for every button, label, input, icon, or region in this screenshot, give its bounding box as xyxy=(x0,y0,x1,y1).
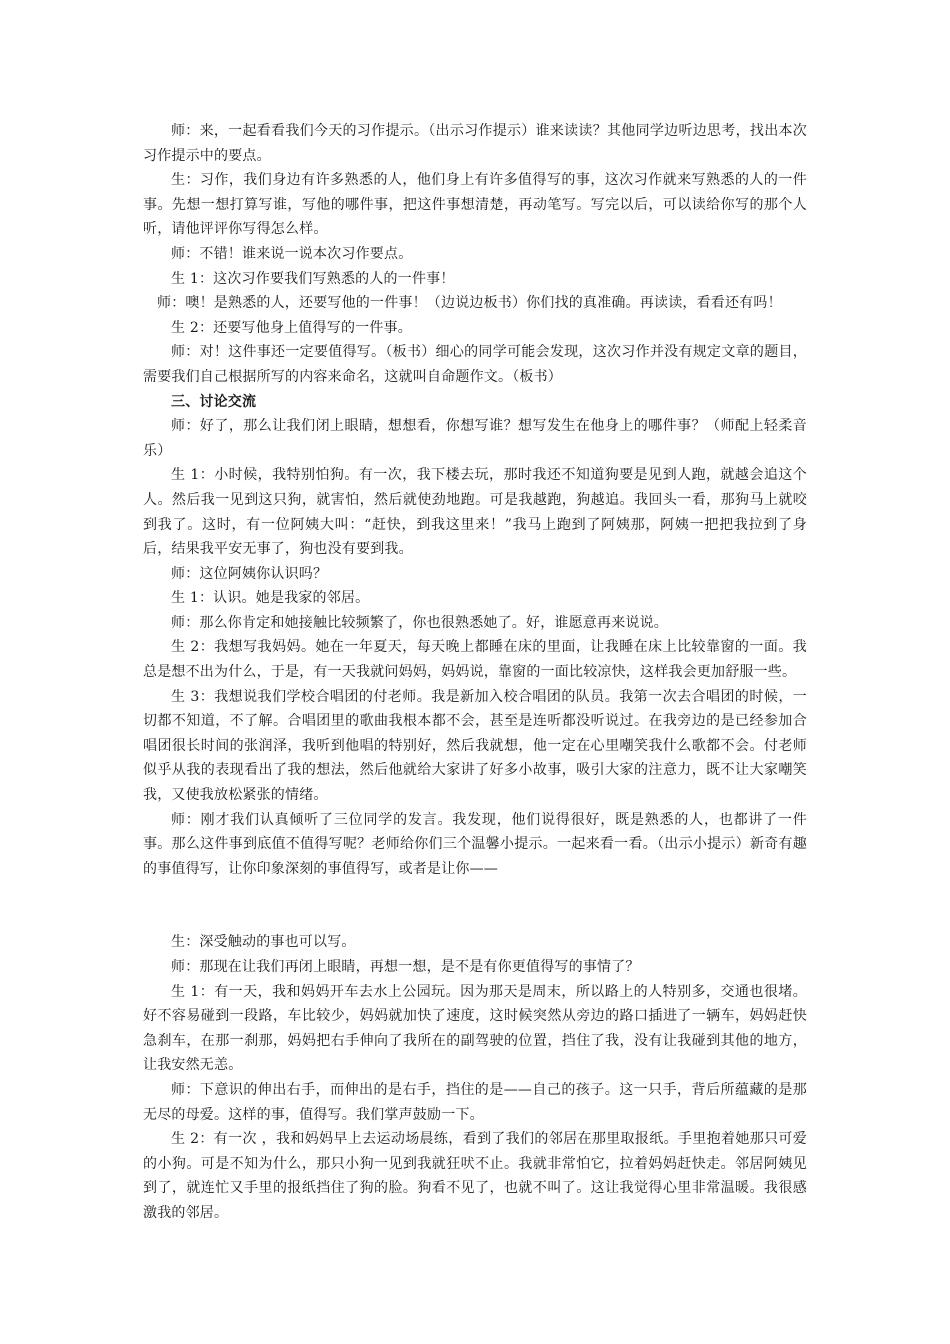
paragraph: 师：噢！是熟悉的人，还要写他的一件事！（边说边板书）你们找的真准确。再读读，看看还有吗！ xyxy=(157,295,782,312)
paragraph: 生 2：有一次 ，我和妈妈早上去运动场晨练，看到了我们的邻居在那里取报纸。手里抱着她那只可爱的小狗。可是不知为什么，那只小狗一见到我就狂吠不止。我就非常怕它，拉着妈妈赶快走。邻居阿姨见到了，就连忙又手里的报纸挡住了狗的脸。狗看不见了，也就不叫了。这让我觉得心里非常温暖。我很感激我的邻居。 xyxy=(143,1131,807,1221)
paragraph: 师：下意识的伸出右手，而伸出的是右手，挡住的是——自己的孩子。这一只手，背后所蕴藏的是那无尽的母爱。这样的事，值得写。我们掌声鼓励一下。 xyxy=(143,1081,807,1123)
paragraph: 生 1：这次习作要我们写熟悉的人的一件事！ xyxy=(171,270,455,287)
paragraph: 师：好了，那么让我们闭上眼睛，想想看，你想写谁？想写发生在他身上的哪件事？（师配上轻柔音乐） xyxy=(143,418,807,459)
paragraph: 师：这位阿姨你认识吗？ xyxy=(171,565,328,582)
paragraph: 师：那么你肯定和她接触比较频繁了，你也很熟悉她了。好，谁愿意再来说说。 xyxy=(171,614,668,631)
paragraph: 生 1：小时候，我特别怕狗。有一次，我下楼去玩，那时我还不知道狗要是见到人跑，就越会追这个人。然后我一见到这只狗，就害怕，然后就使劲地跑。可是我越跑，狗越追。我回头一看，那狗马上就咬到我了。这时，有一位阿姨大叫：“赶快，到我这里来！”我马上跑到了阿姨那，阿姨一把把我拉到了身后，结果我平安无事了，狗也没有要到我。 xyxy=(143,467,807,558)
paragraph: 师：来，一起看看我们今天的习作提示。（出示习作提示）谁来读读？其他同学边听边思考，找出本次习作提示中的要点。 xyxy=(143,123,807,164)
paragraph: 生：习作，我们身边有许多熟悉的人，他们身上有许多值得写的事，这次习作就来写熟悉的人的一件事。先想一想打算写谁，写他的哪件事，把这件事想清楚，再动笔写。写完以后，可以读给你写的那个人听，请他评评你写得怎么样。 xyxy=(143,172,807,238)
blank-gap xyxy=(143,881,807,930)
paragraph: 生 1：有一天，我和妈妈开车去水上公园玩。因为那天是周末，所以路上的人特别多，交通也很堵。好不容易碰到一段路，车比较少，妈妈就加快了速度，这时候突然从旁边的路口插进了一辆车，妈妈赶快急刹车，在那一刹那，妈妈把右手伸向了我所在的副驾驶的位置，挡住了我，没有让我碰到其他的地方，让我安然无恙。 xyxy=(143,983,807,1074)
paragraph: 生 2：我想写我妈妈。她在一年夏天，每天晚上都睡在床的里面，让我睡在床上比较靠窗的一面。我总是想不出为什么，于是，有一天我就问妈妈，妈妈说，靠窗的一面比较凉快，这样我会更加舒服一些。 xyxy=(143,639,807,681)
paragraph: 师：不错！谁来说一说本次习作要点。 xyxy=(171,245,413,262)
paragraph: 生 2：还要写他身上值得写的一件事。 xyxy=(171,319,412,336)
paragraph: 师：刚才我们认真倾听了三位同学的发言。我发现，他们说得很好，既是熟悉的人，也都讲了一件事。那么这件事到底值不值得写呢？老师给你们三个温馨小提示。一起来看一看。（出示小提示）新奇有趣的事值得写，让你印象深刻的事值得写，或者是让你—— xyxy=(143,811,807,877)
paragraph: 师：对！这件事还一定要值得写。（板书）细心的同学可能会发现，这次习作并没有规定文章的题目，需要我们自己根据所写的内容来命名，这就叫自命题作文。（板书） xyxy=(143,344,807,385)
paragraph: 生 3：我想说我们学校合唱团的付老师。我是新加入校合唱团的队员。我第一次去合唱团的时候，一切都不知道，不了解。合唱团里的歌曲我根本都不会，甚至是连听都没听说过。在我旁边的是已经参加合唱团很长时间的张润泽，我听到他唱的特别好，然后我就想，他一定在心里嘲笑我什么歌都不会。付老师似乎从我的表现看出了我的想法，然后他就给大家讲了好多小故事，吸引大家的注意力，既不让大家嘲笑我，又使我放松紧张的情绪。 xyxy=(143,688,807,804)
section-heading: 三、讨论交流 xyxy=(171,393,257,410)
paragraph: 师：那现在让我们再闭上眼睛，再想一想，是不是有你更值得写的事情了？ xyxy=(171,959,640,975)
paragraph: 生：深受触动的事也可以写。 xyxy=(171,934,356,951)
paragraph: 生 1：认识。她是我家的邻居。 xyxy=(171,590,370,607)
